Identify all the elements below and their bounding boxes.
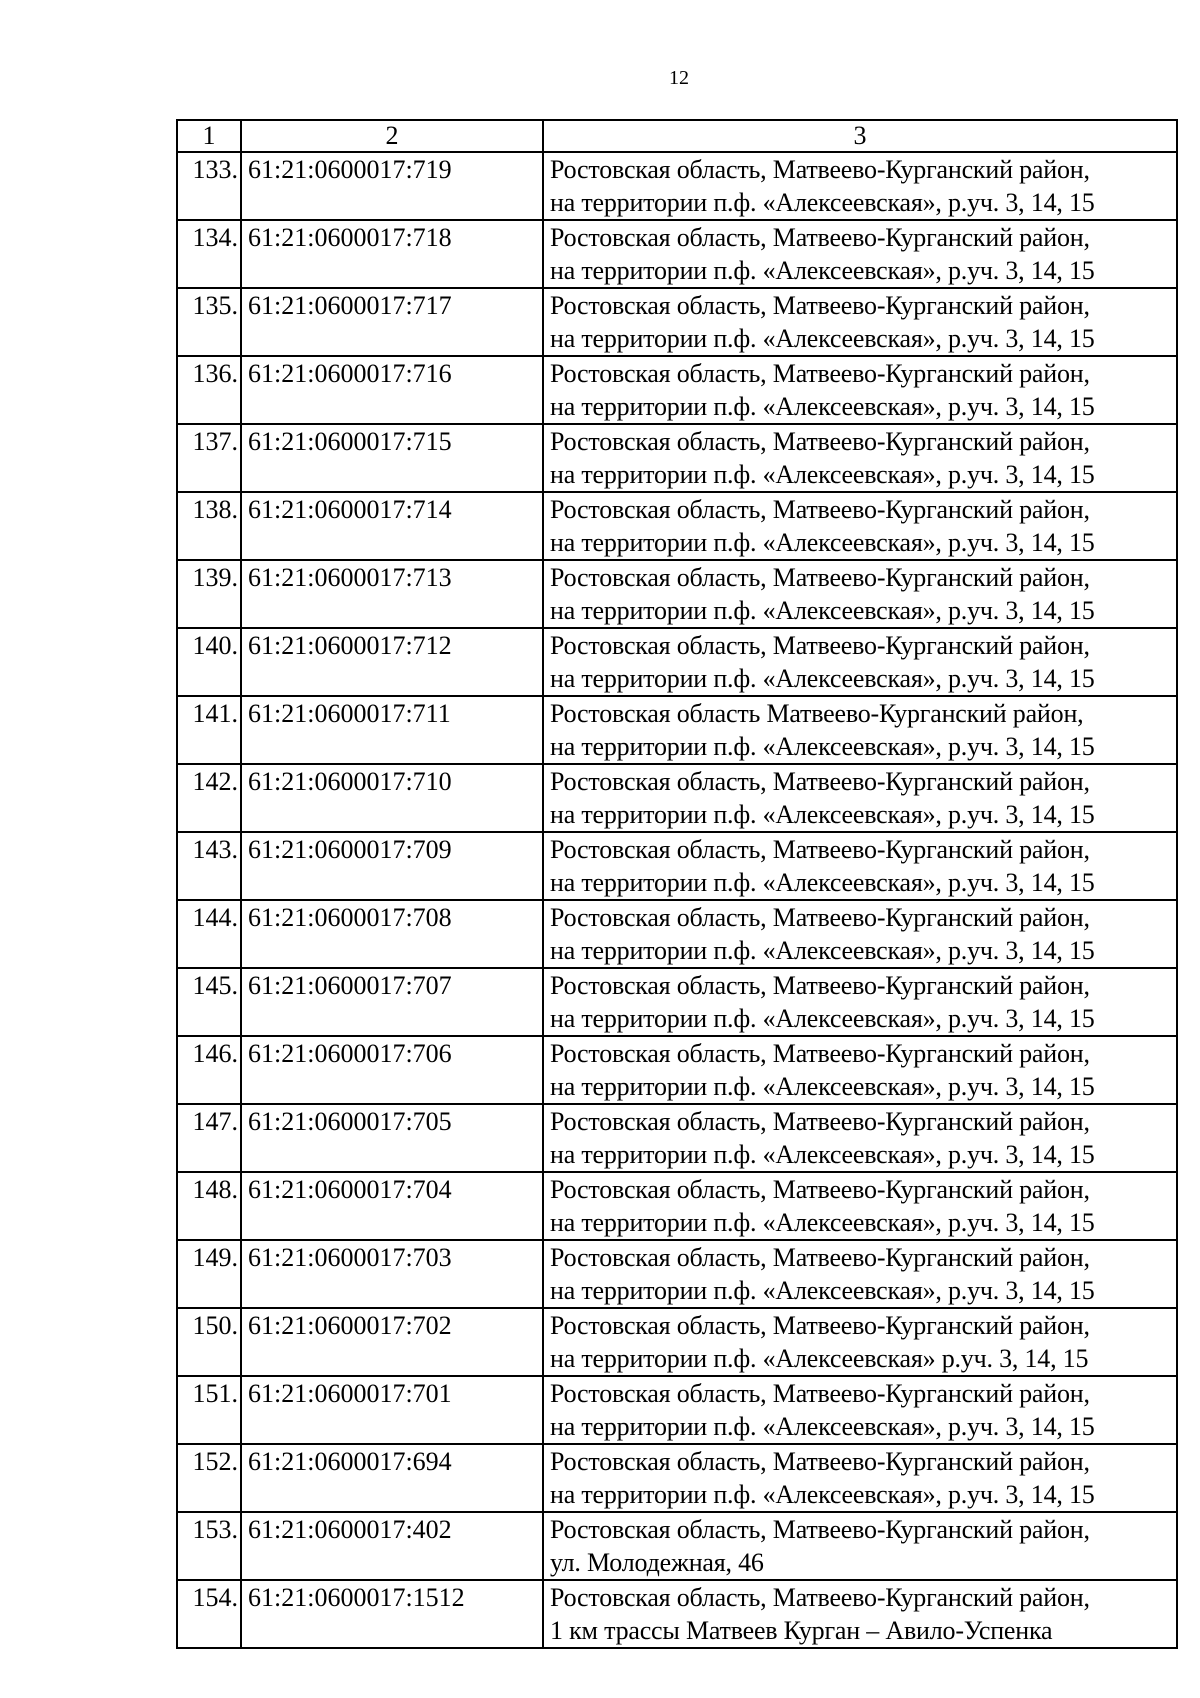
address-cell	[543, 152, 1177, 220]
row-number: 149.	[177, 1240, 241, 1308]
row-number: 138.	[177, 492, 241, 560]
table-row	[177, 764, 1177, 832]
address-cell	[543, 492, 1177, 560]
address-cell	[543, 1308, 1177, 1376]
table-row	[177, 1240, 1177, 1308]
address-cell	[543, 900, 1177, 968]
address-line-1: Ростовская область, Матвеево-Курганский район,	[550, 1107, 1090, 1136]
address-line-2: 1 км трассы Матвеев Курган – Авило-Успенка	[550, 1616, 1053, 1645]
address-cell	[543, 1444, 1177, 1512]
row-number: 146.	[177, 1036, 241, 1104]
address-line-2: на территории п.ф. «Алексеевская», р.уч. 3, 14, 15	[550, 188, 1095, 217]
address-cell	[543, 1376, 1177, 1444]
table-row	[177, 220, 1177, 288]
table-row	[177, 356, 1177, 424]
address-line-2: на территории п.ф. «Алексеевская», р.уч. 3, 14, 15	[550, 324, 1095, 353]
address-line-2: на территории п.ф. «Алексеевская», р.уч. 3, 14, 15	[550, 800, 1095, 829]
cadastral-number: 61:21:0600017:711	[241, 696, 543, 764]
row-number: 137.	[177, 424, 241, 492]
address-line-1: Ростовская область, Матвеево-Курганский район,	[550, 563, 1090, 592]
row-number: 136.	[177, 356, 241, 424]
address-cell	[543, 288, 1177, 356]
table-row	[177, 288, 1177, 356]
cadastral-number: 61:21:0600017:694	[241, 1444, 543, 1512]
header-col-3: 3	[543, 120, 1177, 152]
cadastral-number: 61:21:0600017:715	[241, 424, 543, 492]
table-row	[177, 1308, 1177, 1376]
address-cell	[543, 1036, 1177, 1104]
table-body	[177, 152, 1177, 1648]
cadastral-number: 61:21:0600017:402	[241, 1512, 543, 1580]
cadastral-number: 61:21:0600017:719	[241, 152, 543, 220]
table-row	[177, 152, 1177, 220]
cadastral-number: 61:21:0600017:709	[241, 832, 543, 900]
address-line-1: Ростовская область, Матвеево-Курганский район,	[550, 1379, 1090, 1408]
table-row	[177, 1512, 1177, 1580]
address-line-2: на территории п.ф. «Алексеевская», р.уч. 3, 14, 15	[550, 1004, 1095, 1033]
address-line-2: на территории п.ф. «Алексеевская», р.уч. 3, 14, 15	[550, 1276, 1095, 1305]
address-line-1: Ростовская область, Матвеево-Курганский район,	[550, 1447, 1090, 1476]
cadastral-number: 61:21:0600017:706	[241, 1036, 543, 1104]
cadastral-number: 61:21:0600017:710	[241, 764, 543, 832]
address-line-1: Ростовская область, Матвеево-Курганский район,	[550, 155, 1090, 184]
table-row	[177, 492, 1177, 560]
row-number: 153.	[177, 1512, 241, 1580]
table-row	[177, 900, 1177, 968]
table-row	[177, 696, 1177, 764]
address-line-2: на территории п.ф. «Алексеевская», р.уч. 3, 14, 15	[550, 1072, 1095, 1101]
cadastral-number: 61:21:0600017:712	[241, 628, 543, 696]
address-cell	[543, 1172, 1177, 1240]
cadastral-number: 61:21:0600017:703	[241, 1240, 543, 1308]
address-line-1: Ростовская область, Матвеево-Курганский район,	[550, 359, 1090, 388]
address-line-1: Ростовская область, Матвеево-Курганский район,	[550, 223, 1090, 252]
cadastral-number: 61:21:0600017:713	[241, 560, 543, 628]
address-line-2: на территории п.ф. «Алексеевская», р.уч. 3, 14, 15	[550, 1480, 1095, 1509]
address-cell	[543, 560, 1177, 628]
cadastral-number: 61:21:0600017:708	[241, 900, 543, 968]
row-number: 133.	[177, 152, 241, 220]
cadastral-number: 61:21:0600017:717	[241, 288, 543, 356]
cadastral-number: 61:21:0600017:702	[241, 1308, 543, 1376]
address-line-2: на территории п.ф. «Алексеевская», р.уч. 3, 14, 15	[550, 664, 1095, 693]
header-col-1: 1	[177, 120, 241, 152]
table-row	[177, 1444, 1177, 1512]
address-line-2: на территории п.ф. «Алексеевская», р.уч. 3, 14, 15	[550, 1208, 1095, 1237]
address-line-1: Ростовская область, Матвеево-Курганский район,	[550, 1039, 1090, 1068]
cadastral-number: 61:21:0600017:707	[241, 968, 543, 1036]
address-line-1: Ростовская область, Матвеево-Курганский район,	[550, 971, 1090, 1000]
address-line-1: Ростовская область, Матвеево-Курганский район,	[550, 903, 1090, 932]
row-number: 144.	[177, 900, 241, 968]
address-line-2: на территории п.ф. «Алексеевская», р.уч. 3, 14, 15	[550, 868, 1095, 897]
cadastral-number: 61:21:0600017:718	[241, 220, 543, 288]
cadastral-number: 61:21:0600017:714	[241, 492, 543, 560]
cadastral-number: 61:21:0600017:716	[241, 356, 543, 424]
address-line-2: на территории п.ф. «Алексеевская», р.уч. 3, 14, 15	[550, 1140, 1095, 1169]
address-cell	[543, 1240, 1177, 1308]
table-row	[177, 968, 1177, 1036]
address-line-1: Ростовская область, Матвеево-Курганский район,	[550, 835, 1090, 864]
address-line-1: Ростовская область, Матвеево-Курганский район,	[550, 427, 1090, 456]
row-number: 152.	[177, 1444, 241, 1512]
table-row	[177, 1036, 1177, 1104]
row-number: 150.	[177, 1308, 241, 1376]
table-row	[177, 424, 1177, 492]
table-row	[177, 628, 1177, 696]
address-line-1: Ростовская область, Матвеево-Курганский район,	[550, 1243, 1090, 1272]
cadastral-number: 61:21:0600017:705	[241, 1104, 543, 1172]
address-line-1: Ростовская область, Матвеево-Курганский район,	[550, 291, 1090, 320]
address-line-2: на территории п.ф. «Алексеевская», р.уч. 3, 14, 15	[550, 1412, 1095, 1441]
header-row	[177, 120, 1177, 152]
cadastral-number: 61:21:0600017:1512	[241, 1580, 543, 1648]
row-number: 141.	[177, 696, 241, 764]
cadastral-number: 61:21:0600017:701	[241, 1376, 543, 1444]
page-number: 12	[669, 67, 689, 89]
parcels-table	[176, 119, 1178, 1649]
address-cell	[543, 628, 1177, 696]
address-line-2: на территории п.ф. «Алексеевская», р.уч. 3, 14, 15	[550, 936, 1095, 965]
row-number: 148.	[177, 1172, 241, 1240]
table-row	[177, 1376, 1177, 1444]
table-row	[177, 1172, 1177, 1240]
table-row	[177, 1104, 1177, 1172]
address-cell	[543, 356, 1177, 424]
address-line-2: на территории п.ф. «Алексеевская», р.уч. 3, 14, 15	[550, 256, 1095, 285]
row-number: 143.	[177, 832, 241, 900]
table-row	[177, 1580, 1177, 1648]
address-cell	[543, 1512, 1177, 1580]
table-header	[177, 120, 1177, 152]
address-line-1: Ростовская область, Матвеево-Курганский район,	[550, 631, 1090, 660]
row-number: 139.	[177, 560, 241, 628]
address-line-2: на территории п.ф. «Алексеевская», р.уч. 3, 14, 15	[550, 732, 1095, 761]
address-line-2: на территории п.ф. «Алексеевская», р.уч. 3, 14, 15	[550, 596, 1095, 625]
address-cell	[543, 968, 1177, 1036]
row-number: 134.	[177, 220, 241, 288]
address-line-1: Ростовская область, Матвеево-Курганский район,	[550, 1311, 1090, 1340]
address-line-2: на территории п.ф. «Алексеевская», р.уч. 3, 14, 15	[550, 392, 1095, 421]
row-number: 154.	[177, 1580, 241, 1648]
address-cell	[543, 424, 1177, 492]
table-row	[177, 832, 1177, 900]
table-row	[177, 560, 1177, 628]
address-cell	[543, 832, 1177, 900]
cadastral-number: 61:21:0600017:704	[241, 1172, 543, 1240]
address-line-1: Ростовская область, Матвеево-Курганский район,	[550, 1515, 1090, 1544]
address-line-1: Ростовская область, Матвеево-Курганский район,	[550, 1583, 1090, 1612]
address-line-1: Ростовская область, Матвеево-Курганский район,	[550, 767, 1090, 796]
address-cell	[543, 1104, 1177, 1172]
row-number: 140.	[177, 628, 241, 696]
address-line-1: Ростовская область Матвеево-Курганский район,	[550, 699, 1084, 728]
address-line-2: ул. Молодежная, 46	[550, 1548, 764, 1577]
address-cell	[543, 1580, 1177, 1648]
address-line-1: Ростовская область, Матвеево-Курганский район,	[550, 495, 1090, 524]
address-cell	[543, 220, 1177, 288]
address-line-2: на территории п.ф. «Алексеевская», р.уч. 3, 14, 15	[550, 528, 1095, 557]
row-number: 135.	[177, 288, 241, 356]
row-number: 151.	[177, 1376, 241, 1444]
row-number: 145.	[177, 968, 241, 1036]
address-line-2: на территории п.ф. «Алексеевская», р.уч. 3, 14, 15	[550, 460, 1095, 489]
address-cell	[543, 696, 1177, 764]
row-number: 142.	[177, 764, 241, 832]
address-cell	[543, 764, 1177, 832]
header-col-2: 2	[241, 120, 543, 152]
address-line-2: на территории п.ф. «Алексеевская» р.уч. 3, 14, 15	[550, 1344, 1089, 1373]
row-number: 147.	[177, 1104, 241, 1172]
address-line-1: Ростовская область, Матвеево-Курганский район,	[550, 1175, 1090, 1204]
